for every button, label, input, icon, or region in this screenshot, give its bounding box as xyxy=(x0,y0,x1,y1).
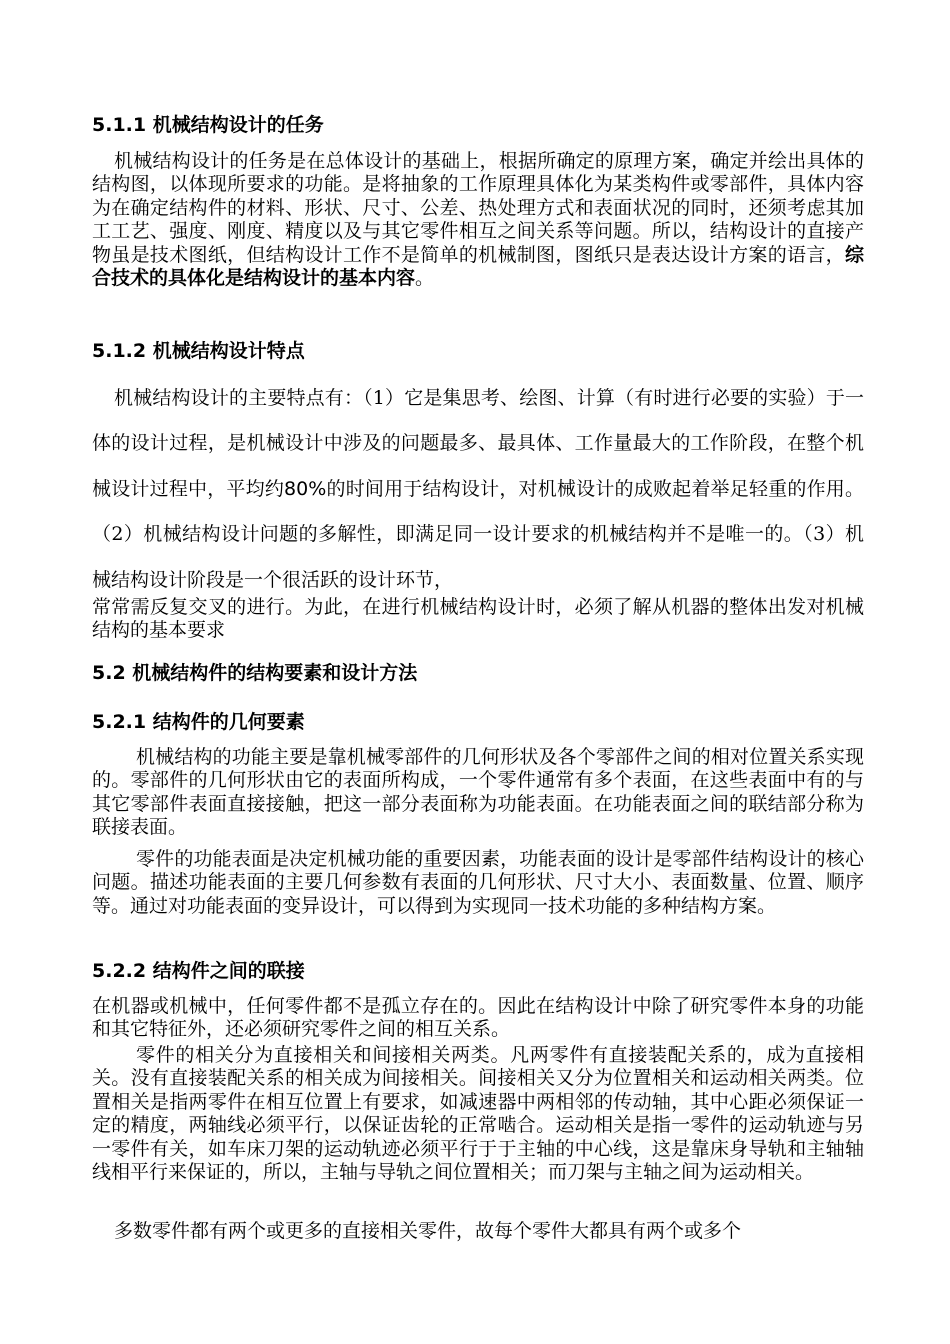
paragraph-5-2-1-b: 零件的功能表面是决定机械功能的重要因素，功能表面的设计是零部件结构设计的核心问题。描述功能表面的主要几何参数有表面的几何形状、尺寸大小、表面数量、位置、顺序等。通过对功能表面的变异设计，可以得到为实现同一技术功能的多种结构方案。 xyxy=(92,848,864,917)
paragraph-5-1-2-continued: 常常需反复交叉的进行。为此，在进行机械结构设计时，必须了解从机器的整体出发对机械结构的基本要求 xyxy=(92,596,864,642)
paragraph-5-1-2 xyxy=(92,376,864,603)
heading-5-2: 5.2 机械结构件的结构要素和设计方法 xyxy=(92,662,418,684)
paragraph-5-2-2-c: 多数零件都有两个或更多的直接相关零件，故每个零件大都具有两个或多个 xyxy=(114,1220,742,1242)
paragraph-5-2-2-b: 零件的相关分为直接相关和间接相关两类。凡两零件有直接装配关系的，成为直接相关。没有直接装配关系的相关成为间接相关。间接相关又分为位置相关和运动相关两类。位置相关是指两零件在相互位置上有要求，如减速器中两相邻的传动轴，其中心距必须保证一定的精度，两轴线必须平行，以保证齿轮的正常啮合。运动相关是指一零件的运动轨迹与另一零件有关，如车床刀架的运动轨迹必须平行于于主轴的中心线，这是靠床身导轨和主轴轴线相平行来保证的，所以，主轴与导轨之间位置相关；而刀架与主轴之间为运动相关。 xyxy=(92,1044,864,1184)
paragraph-5-2-1-a: 机械结构的功能主要是靠机械零部件的几何形状及各个零部件之间的相对位置关系实现的。零部件的几何形状由它的表面所构成，一个零件通常有多个表面，在这些表面中有的与其它零部件表面直接接触，把这一部分表面称为功能表面。在功能表面之间的联结部分称为联接表面。 xyxy=(92,746,864,839)
paragraph-5-1-1 xyxy=(92,150,864,290)
paragraph-end: 。 xyxy=(415,267,435,290)
heading-5-1-2: 5.1.2 机械结构设计特点 xyxy=(92,340,305,362)
heading-5-1-1: 5.1.1 机械结构设计的任务 xyxy=(92,114,324,136)
paragraph-5-2-2-a: 在机器或机械中，任何零件都不是孤立存在的。因此在结构设计中除了研究零件本身的功能和其它特征外，还必须研究零件之间的相互关系。 xyxy=(92,995,864,1041)
paragraph-emphasis: 综合技术的具体化是结构设计的基本内容 xyxy=(92,243,864,290)
paragraph-text: 机械结构设计的任务是在总体设计的基础上，根据所确定的原理方案，确定并绘出具体的结构图，以体现所要求的功能。是将抽象的工作原理具体化为某类构件或零部件，具体内容为在确定结构件的材料、形状、尺寸、公差、热处理方式和表面状况的同时，还须考虑其加工工艺、强度、刚度、精度以及与其它零件相互之间关系等问题。所以，结构设计的直接产物虽是技术图纸，但结构设计工作不是简单的机械制图，图纸只是表达设计方案的语言， xyxy=(92,150,864,266)
paragraph-text: 机械结构设计的主要特点有：（1）它是集思考、绘图、计算（有时进行必要的实验）于一体的设计过程，是机械设计中涉及的问题最多、最具体、工作量最大的工作阶段，在整个机械设计过程中，平均约 xyxy=(92,387,864,500)
paragraph-text-continued: 的时间用于结构设计，对机械设计的成败起着举足轻重的作用。（2）机械结构设计问题的多解性，即满足同一设计要求的机械结构并不是唯一的。（3）机械结构设计阶段是一个很活跃的设计环节， xyxy=(92,477,864,591)
heading-5-2-2: 5.2.2 结构件之间的联接 xyxy=(92,960,305,982)
paragraph-percent: 80% xyxy=(284,477,327,500)
heading-5-2-1: 5.2.1 结构件的几何要素 xyxy=(92,711,305,733)
